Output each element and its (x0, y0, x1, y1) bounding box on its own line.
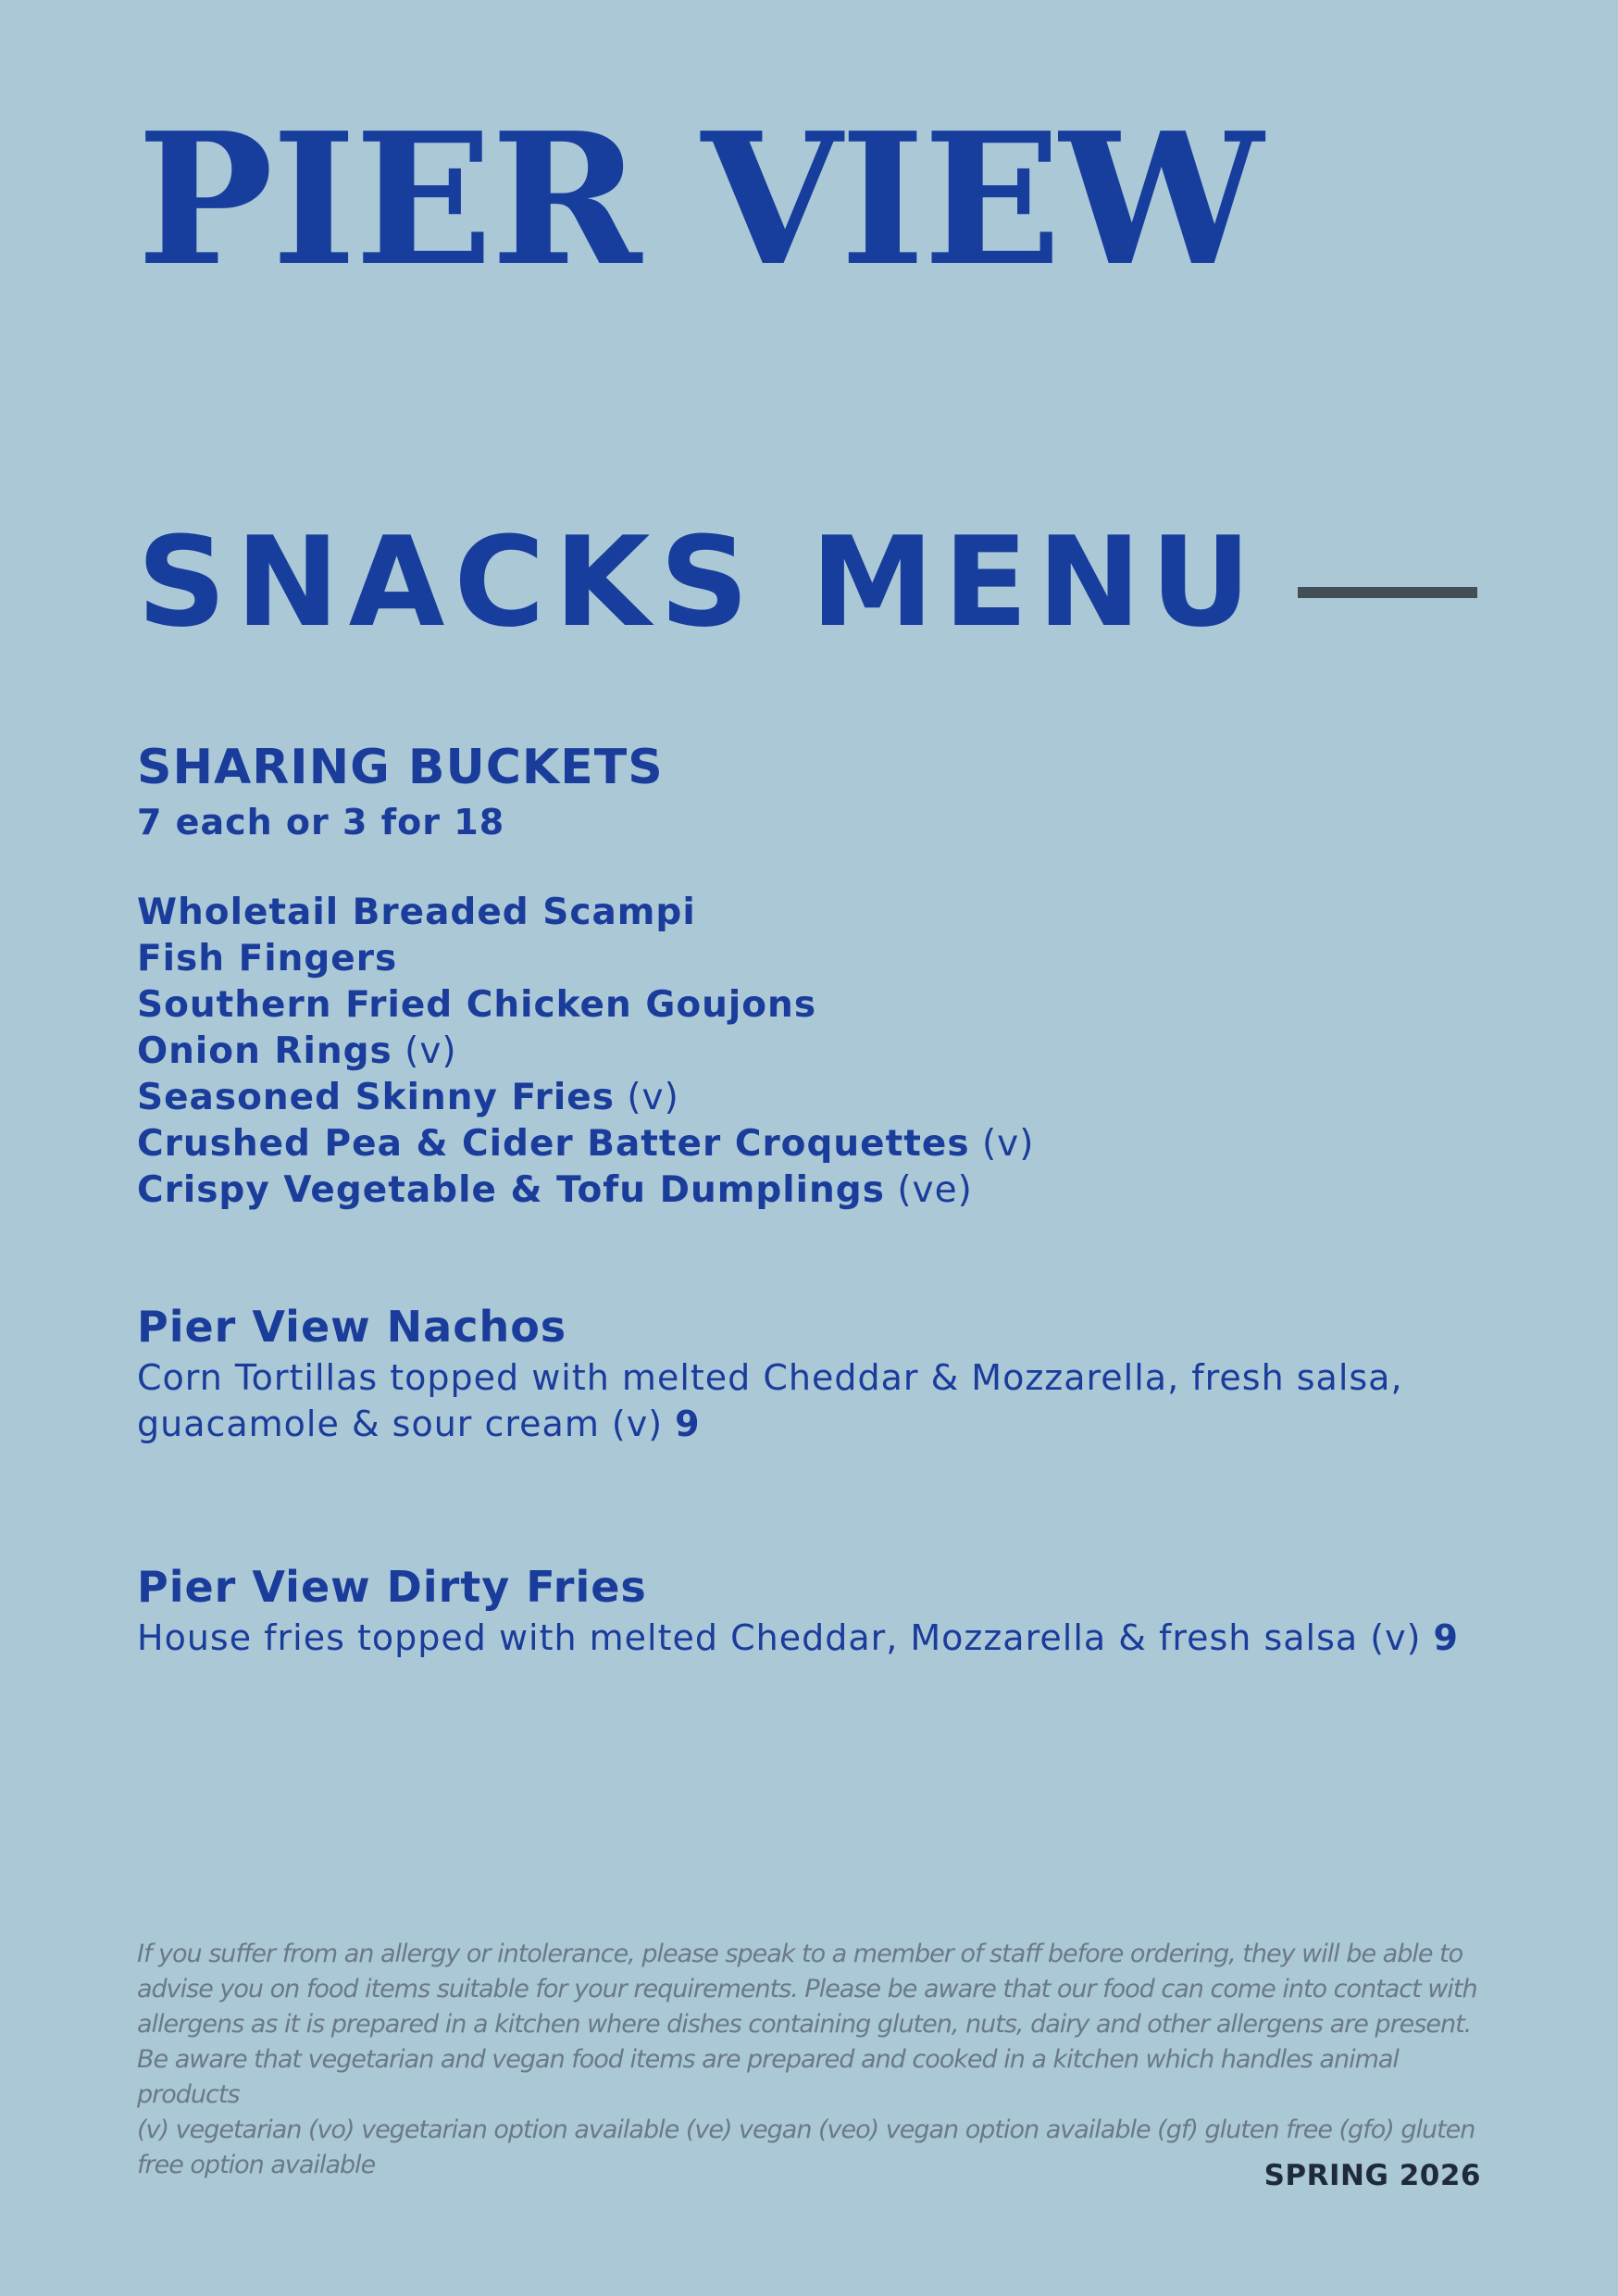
list-item (137, 1121, 1488, 1167)
list-item (137, 1167, 1488, 1214)
season-label: SPRING 2026 (1263, 2159, 1481, 2192)
dietary-key: (v) vegetarian (vo) vegetarian option available (ve) vegan (veo) vegan option available (gf) gluten free (gfo) gluten free option available (137, 2115, 1475, 2179)
list-item (137, 1029, 1488, 1075)
list-item (137, 1075, 1488, 1121)
nachos-description-text: Corn Tortillas topped with melted Cheddar & Mozzarella, fresh salsa, guacamole & sour cream (v) (137, 1357, 1403, 1445)
brand-title: PIER VIEW (137, 94, 1262, 306)
allergy-notice-text: If you suffer from an allergy or intolerance, please speak to a member of staff before ordering, they will be able to advise you on food items suitable for your requirements. Please be aware that our food can come into contact with allergens as it is prepared in a kitchen where dishes containing gluten, nuts, dairy and other allergens are present. Be aware that vegetarian and vegan food items are prepared and cooked in a kitchen which handles animal products (137, 1940, 1477, 2109)
dietary-tag: (v) (404, 1030, 457, 1073)
bucket-item-name: Seasoned Skinny Fries (137, 1077, 615, 1119)
nachos-section (137, 1302, 1488, 1447)
bucket-item-name: Wholetail Breaded Scampi (137, 892, 696, 934)
menu-title: SNACKS MENU (137, 510, 1261, 655)
sharing-buckets-price: 7 each or 3 for 18 (137, 801, 505, 842)
bucket-item-name: Southern Fried Chicken Goujons (137, 984, 817, 1027)
bucket-item-name: Crushed Pea & Cider Batter Croquettes (137, 1123, 970, 1166)
bucket-item-list (137, 890, 1488, 1214)
sharing-buckets-heading: SHARING BUCKETS (137, 740, 664, 795)
allergy-notice (137, 1937, 1479, 2183)
list-item (137, 982, 1488, 1029)
dietary-tag: (ve) (897, 1169, 973, 1212)
dirty-fries-description (137, 1615, 1488, 1661)
bucket-item-name: Fish Fingers (137, 938, 398, 980)
dirty-fries-name: Pier View Dirty Fries (137, 1562, 647, 1612)
bucket-item-name: Crispy Vegetable & Tofu Dumplings (137, 1169, 885, 1212)
nachos-price: 9 (675, 1404, 701, 1445)
nachos-description (137, 1354, 1488, 1447)
dietary-tag: (v) (627, 1077, 679, 1119)
nachos-name: Pier View Nachos (137, 1302, 567, 1352)
list-item (137, 936, 1488, 982)
dirty-fries-price: 9 (1433, 1617, 1459, 1659)
title-divider (1298, 587, 1477, 598)
dietary-tag: (v) (981, 1123, 1035, 1166)
bucket-item-name: Onion Rings (137, 1030, 392, 1073)
list-item (137, 890, 1488, 936)
sharing-buckets-section (137, 741, 1488, 1214)
dirty-fries-section (137, 1562, 1488, 1661)
dirty-fries-description-text: House fries topped with melted Cheddar, Mozzarella & fresh salsa (v) (137, 1617, 1422, 1659)
